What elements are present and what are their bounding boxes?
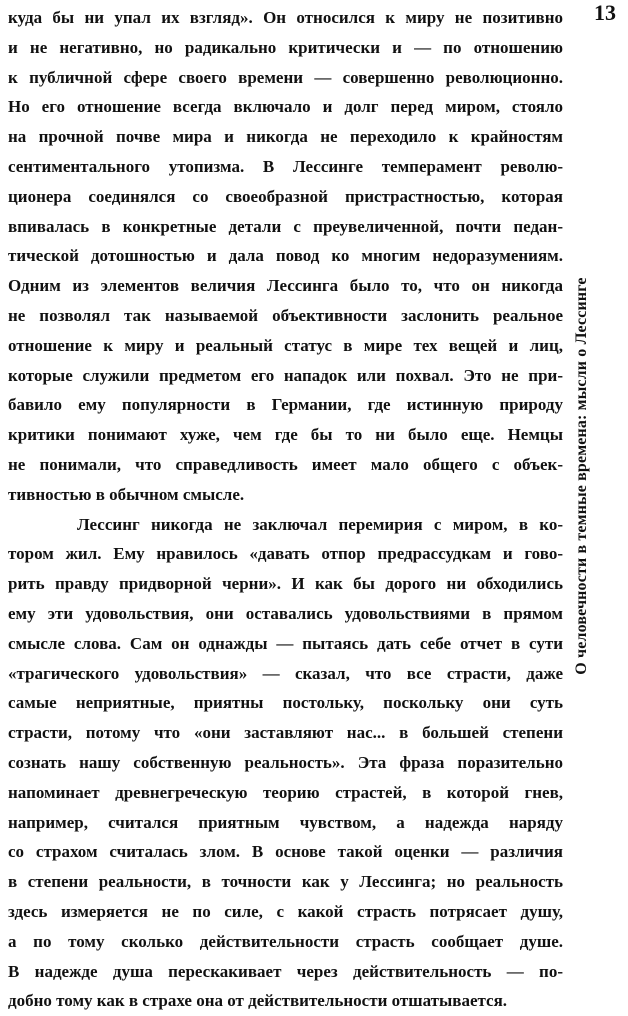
text-line: сентиментального утопизма. В Лессинге темперамент револю- xyxy=(8,156,563,176)
text-line: впивалась в конкретные детали с преувеличенной, почти педан- xyxy=(8,216,563,236)
text-line: страсти, потому что «они заставляют нас... в большей степени xyxy=(8,723,563,743)
text-line: не позволял так называемой объективности заслонить реальное xyxy=(8,305,563,325)
text-line: тивностью в обычном смысле. xyxy=(8,484,245,504)
text-line: тической дотошностью и дала повод ко многим недоразумениям. xyxy=(8,246,563,266)
text-line: которые служили предметом его нападок или похвал. Это не при- xyxy=(8,365,563,385)
body-text xyxy=(8,3,563,1016)
text-line: и не негативно, но радикально критически и — по отношению xyxy=(8,37,563,57)
text-line: куда бы ни упал их взгляд». Он относился к миру не позитивно xyxy=(8,8,563,27)
page-number: 13 xyxy=(594,0,616,25)
paragraph xyxy=(8,3,563,510)
text-line: добно тому как в страхе она от действительности отшатывается. xyxy=(8,991,508,1011)
text-line: напоминает древнегреческую теорию страстей, в которой гнев, xyxy=(8,782,563,802)
text-line: «трагического удовольствия» — сказал, что все страсти, даже xyxy=(8,663,563,683)
text-line: не понимали, что справедливость имеет мало общего с объек- xyxy=(8,454,563,474)
paragraph xyxy=(8,510,563,1016)
text-line: рить правду придворной черни». И как бы дорого ни обходились xyxy=(8,574,563,594)
text-line: на прочной почве мира и никогда не переходило к крайностям xyxy=(8,127,563,147)
text-line: ционера соединялся со своеобразной пристрастностью, которая xyxy=(8,186,563,206)
text-line: критики понимают хуже, чем где бы то ни было еще. Немцы xyxy=(8,425,563,445)
text-line: самые неприятные, приятны постольку, поскольку они суть xyxy=(8,693,563,713)
text-line: бавило ему популярности в Германии, где истинную природу xyxy=(8,395,563,415)
text-line: Одним из элементов величия Лессинга было то, что он никогда xyxy=(8,276,563,296)
text-line: Лессинг никогда не заключал перемирия с миром, в ко- xyxy=(77,514,563,534)
text-line: например, считался приятным чувством, а надежда наряду xyxy=(8,812,563,832)
text-line: В надежде душа перескакивает через действительность — по- xyxy=(8,961,563,981)
text-line: тором жил. Ему нравилось «давать отпор предрассудкам и гово- xyxy=(8,544,563,564)
text-line: ему эти удовольствия, они оставались удовольствиями в прямом xyxy=(8,603,563,623)
text-line: в степени реальности, в точности как у Лессинга; но реальность xyxy=(8,872,563,892)
running-head: О человечности в темные времена: мысли о Лессинге xyxy=(573,277,590,675)
text-line: отношение к миру и реальный статус в мире тех вещей и лиц, xyxy=(8,335,563,355)
text-line: смысле слова. Сам он однажды — пытаясь дать себе отчет в сути xyxy=(8,633,563,653)
text-line: сознать нашу собственную реальность». Эта фраза поразительно xyxy=(8,752,563,772)
text-line: здесь измеряется не по силе, с какой страсть потрясает душу, xyxy=(8,901,563,921)
text-line: Но его отношение всегда включало и долг перед миром, стояло xyxy=(8,97,563,117)
text-line: со страхом считалась злом. В основе такой оценки — различия xyxy=(8,842,563,862)
text-line: а по тому сколько действительности страсть сообщает душе. xyxy=(8,931,563,951)
text-line: к публичной сфере своего времени — совершенно революционно. xyxy=(8,67,563,87)
